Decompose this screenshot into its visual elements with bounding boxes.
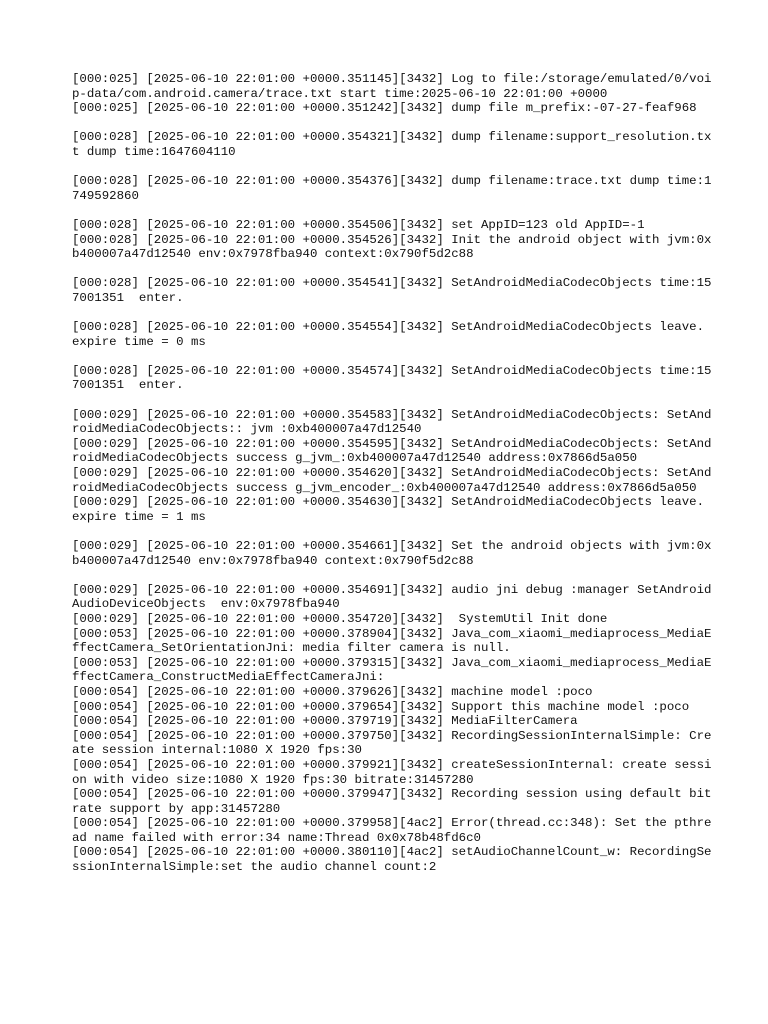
log-line: [000:029] [2025-06-10 22:01:00 +0000.354720][3432] SystemUtil Init done [72, 611, 608, 626]
log-line: [000:054] [2025-06-10 22:01:00 +0000.379947][3432] Recording session using default bitrate support by app:31457280 [72, 787, 712, 816]
log-line: [000:029] [2025-06-10 22:01:00 +0000.354583][3432] SetAndroidMediaCodecObjects: SetAndroidMediaCodecObjects:: jvm :0xb400007a47d12540 [72, 407, 712, 437]
log-line: [000:029] [2025-06-10 22:01:00 +0000.354661][3432] Set the android objects with jvm:0xb400007a47d12540 env:0x7978fba940 context:0x790f5d2c88 [72, 539, 712, 568]
log-document [72, 72, 712, 875]
log-line: [000:053] [2025-06-10 22:01:00 +0000.379315][3432] Java_com_xiaomi_mediaprocess_MediaEffectCamera_ConstructMediaEffectCameraJni: [72, 655, 712, 685]
log-line: [000:028] [2025-06-10 22:01:00 +0000.354574][3432] SetAndroidMediaCodecObjects time:157001351 enter. [72, 363, 712, 393]
log-line: [000:054] [2025-06-10 22:01:00 +0000.379958][4ac2] Error(thread.cc:348): Set the pthread name failed with error:34 name:Thread 0x0x78b48fd6c0 [72, 816, 712, 845]
log-line: [000:028] [2025-06-10 22:01:00 +0000.354506][3432] set AppID=123 old AppID=-1 [72, 217, 645, 232]
log-line: [000:028] [2025-06-10 22:01:00 +0000.354554][3432] SetAndroidMediaCodecObjects leave. expire time = 0 ms [72, 320, 712, 349]
log-line: [000:025] [2025-06-10 22:01:00 +0000.351242][3432] dump file m_prefix:-07-27-feaf968 [72, 101, 697, 116]
log-line: [000:053] [2025-06-10 22:01:00 +0000.378904][3432] Java_com_xiaomi_mediaprocess_MediaEffectCamera_SetOrientationJni: media filter camera is null. [72, 626, 712, 656]
log-line: [000:029] [2025-06-10 22:01:00 +0000.354630][3432] SetAndroidMediaCodecObjects leave. expire time = 1 ms [72, 495, 712, 524]
log-line: [000:029] [2025-06-10 22:01:00 +0000.354595][3432] SetAndroidMediaCodecObjects: SetAndroidMediaCodecObjects success g_jvm_:0xb400007a47d12540 address:0x7866d5a050 [72, 436, 712, 466]
log-line: [000:028] [2025-06-10 22:01:00 +0000.354321][3432] dump filename:support_resolution.txt dump time:1647604110 [72, 130, 712, 159]
log-line: [000:028] [2025-06-10 22:01:00 +0000.354376][3432] dump filename:trace.txt dump time:1749592860 [72, 174, 712, 203]
log-line: [000:025] [2025-06-10 22:01:00 +0000.351145][3432] Log to file:/storage/emulated/0/voip-data/com.android.camera/trace.txt start time:2025-06-10 22:01:00 +0000 [72, 72, 712, 101]
log-line: [000:029] [2025-06-10 22:01:00 +0000.354691][3432] audio jni debug :manager SetAndroidAudioDeviceObjects env:0x7978fba940 [72, 582, 712, 612]
log-line: [000:054] [2025-06-10 22:01:00 +0000.379626][3432] machine model :poco [72, 684, 593, 699]
log-line: [000:054] [2025-06-10 22:01:00 +0000.379719][3432] MediaFilterCamera [72, 714, 578, 729]
log-line: [000:054] [2025-06-10 22:01:00 +0000.379921][3432] createSessionInternal: create session with video size:1080 X 1920 fps:30 bitrate:31457280 [72, 757, 712, 787]
log-line: [000:054] [2025-06-10 22:01:00 +0000.380110][4ac2] setAudioChannelCount_w: RecordingSessionInternalSimple:set the audio channel count:2 [72, 845, 712, 875]
log-line: [000:028] [2025-06-10 22:01:00 +0000.354526][3432] Init the android object with jvm:0xb400007a47d12540 env:0x7978fba940 context:0x790f5d2c88 [72, 232, 712, 262]
log-line: [000:054] [2025-06-10 22:01:00 +0000.379654][3432] Support this machine model :poco [72, 699, 690, 714]
log-line: [000:029] [2025-06-10 22:01:00 +0000.354620][3432] SetAndroidMediaCodecObjects: SetAndroidMediaCodecObjects success g_jvm_encoder_:0xb400007a47d12540 address:0x7866d5a050 [72, 466, 712, 495]
log-line: [000:028] [2025-06-10 22:01:00 +0000.354541][3432] SetAndroidMediaCodecObjects time:157001351 enter. [72, 276, 712, 305]
log-line: [000:054] [2025-06-10 22:01:00 +0000.379750][3432] RecordingSessionInternalSimple: Create session internal:1080 X 1920 fps:30 [72, 728, 712, 758]
